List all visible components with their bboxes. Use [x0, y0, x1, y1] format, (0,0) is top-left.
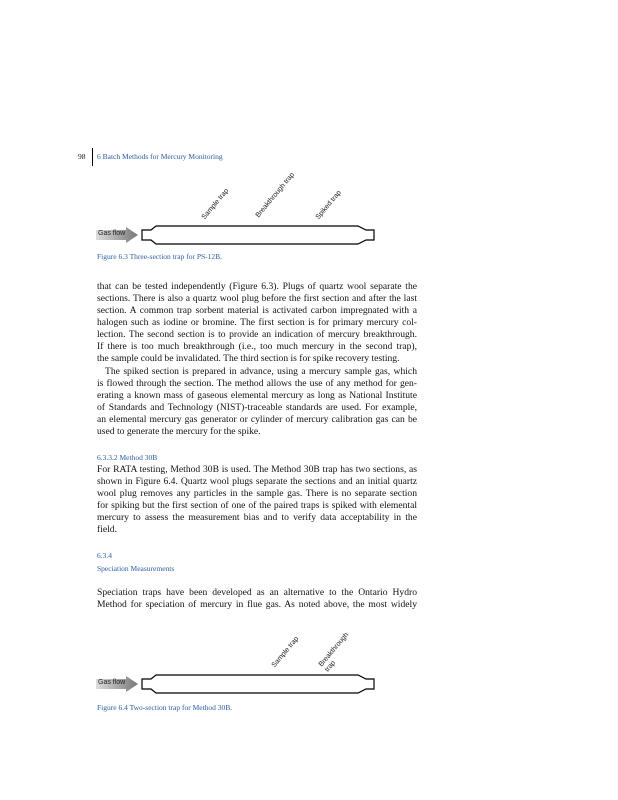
text-line: the sample could be invalidated. The third section is for spike recovery testing.	[97, 353, 400, 364]
text-line: mercury to assess the measurement bias and to verify data acceptability in the	[97, 512, 417, 523]
trap-tube	[140, 224, 378, 246]
header-rule	[92, 148, 93, 166]
trap-label: Breakthrough trap	[317, 631, 351, 674]
text-line: erating a known mass of gaseous elemental mercury as long as National Institute	[97, 390, 417, 401]
text-line: sections. There is also a quartz wool plug before the first section and after the last	[97, 293, 417, 304]
text-line: section. A common trap sorbent material is activated carbon impregnated with a	[97, 305, 417, 316]
text-line: The spiked section is prepared in advance, using a mercury sample gas, which	[105, 366, 417, 377]
trap-label: Sample trap	[200, 187, 231, 221]
text-line: lection. The second section is to provide an indication of mercury breakthrough.	[97, 329, 417, 340]
text-line: is flowed through the section. The method allows the use of any method for gen-	[97, 378, 417, 389]
section-heading: 6.3.3.2 Method 30B	[97, 453, 158, 462]
figure-caption: Figure 6.4 Two-section trap for Method 30B.	[97, 703, 233, 712]
text-line: used to generate the mercury for the spike.	[97, 426, 261, 437]
text-line: shown in Figure 6.4. Quartz wool plugs separate the sections and an initial quartz	[97, 476, 417, 487]
text-line: an elemental mercury gas generator or cylinder of mercury calibration gas can be	[97, 414, 417, 425]
text-line: Speciation traps have been developed as an alternative to the Ontario Hydro	[97, 587, 417, 598]
figure-caption: Figure 6.3 Three-section trap for PS-12B.	[97, 252, 223, 261]
gas-flow-label: Gas flow	[98, 230, 126, 237]
text-line: For RATA testing, Method 30B is used. The Method 30B trap has two sections, as	[97, 464, 417, 475]
section-title: Speciation Measurements	[97, 564, 175, 573]
page-number: 98	[78, 152, 86, 161]
text-line: wool plug removes any particles in the sample gas. There is no separate section	[97, 488, 417, 499]
trap-label: Sample trap	[270, 635, 301, 669]
text-line: for spiking but the first section of one of the paired traps is spiked with elemental	[97, 500, 417, 511]
text-line: field.	[97, 524, 117, 535]
text-line: If there is too much breakthrough (i.e., too much mercury in the second trap),	[97, 341, 417, 352]
text-line: halogen such as iodine or bromine. The first section is for primary mercury col-	[97, 317, 417, 328]
text-line: of Standards and Technology (NIST)-traceable standards are used. For example,	[97, 402, 417, 413]
text-line: that can be tested independently (Figure 6.3). Plugs of quartz wool separate the	[97, 281, 417, 292]
trap-tube	[140, 673, 378, 695]
running-header: 6 Batch Methods for Mercury Monitoring	[97, 152, 223, 161]
gas-flow-label: Gas flow	[98, 679, 126, 686]
trap-label: Spiked trap	[314, 189, 343, 221]
section-number: 6.3.4	[97, 551, 112, 560]
text-line: Method for speciation of mercury in flue gas. As noted above, the most widely	[97, 599, 417, 610]
trap-label: Breakthrough trap	[254, 171, 297, 219]
